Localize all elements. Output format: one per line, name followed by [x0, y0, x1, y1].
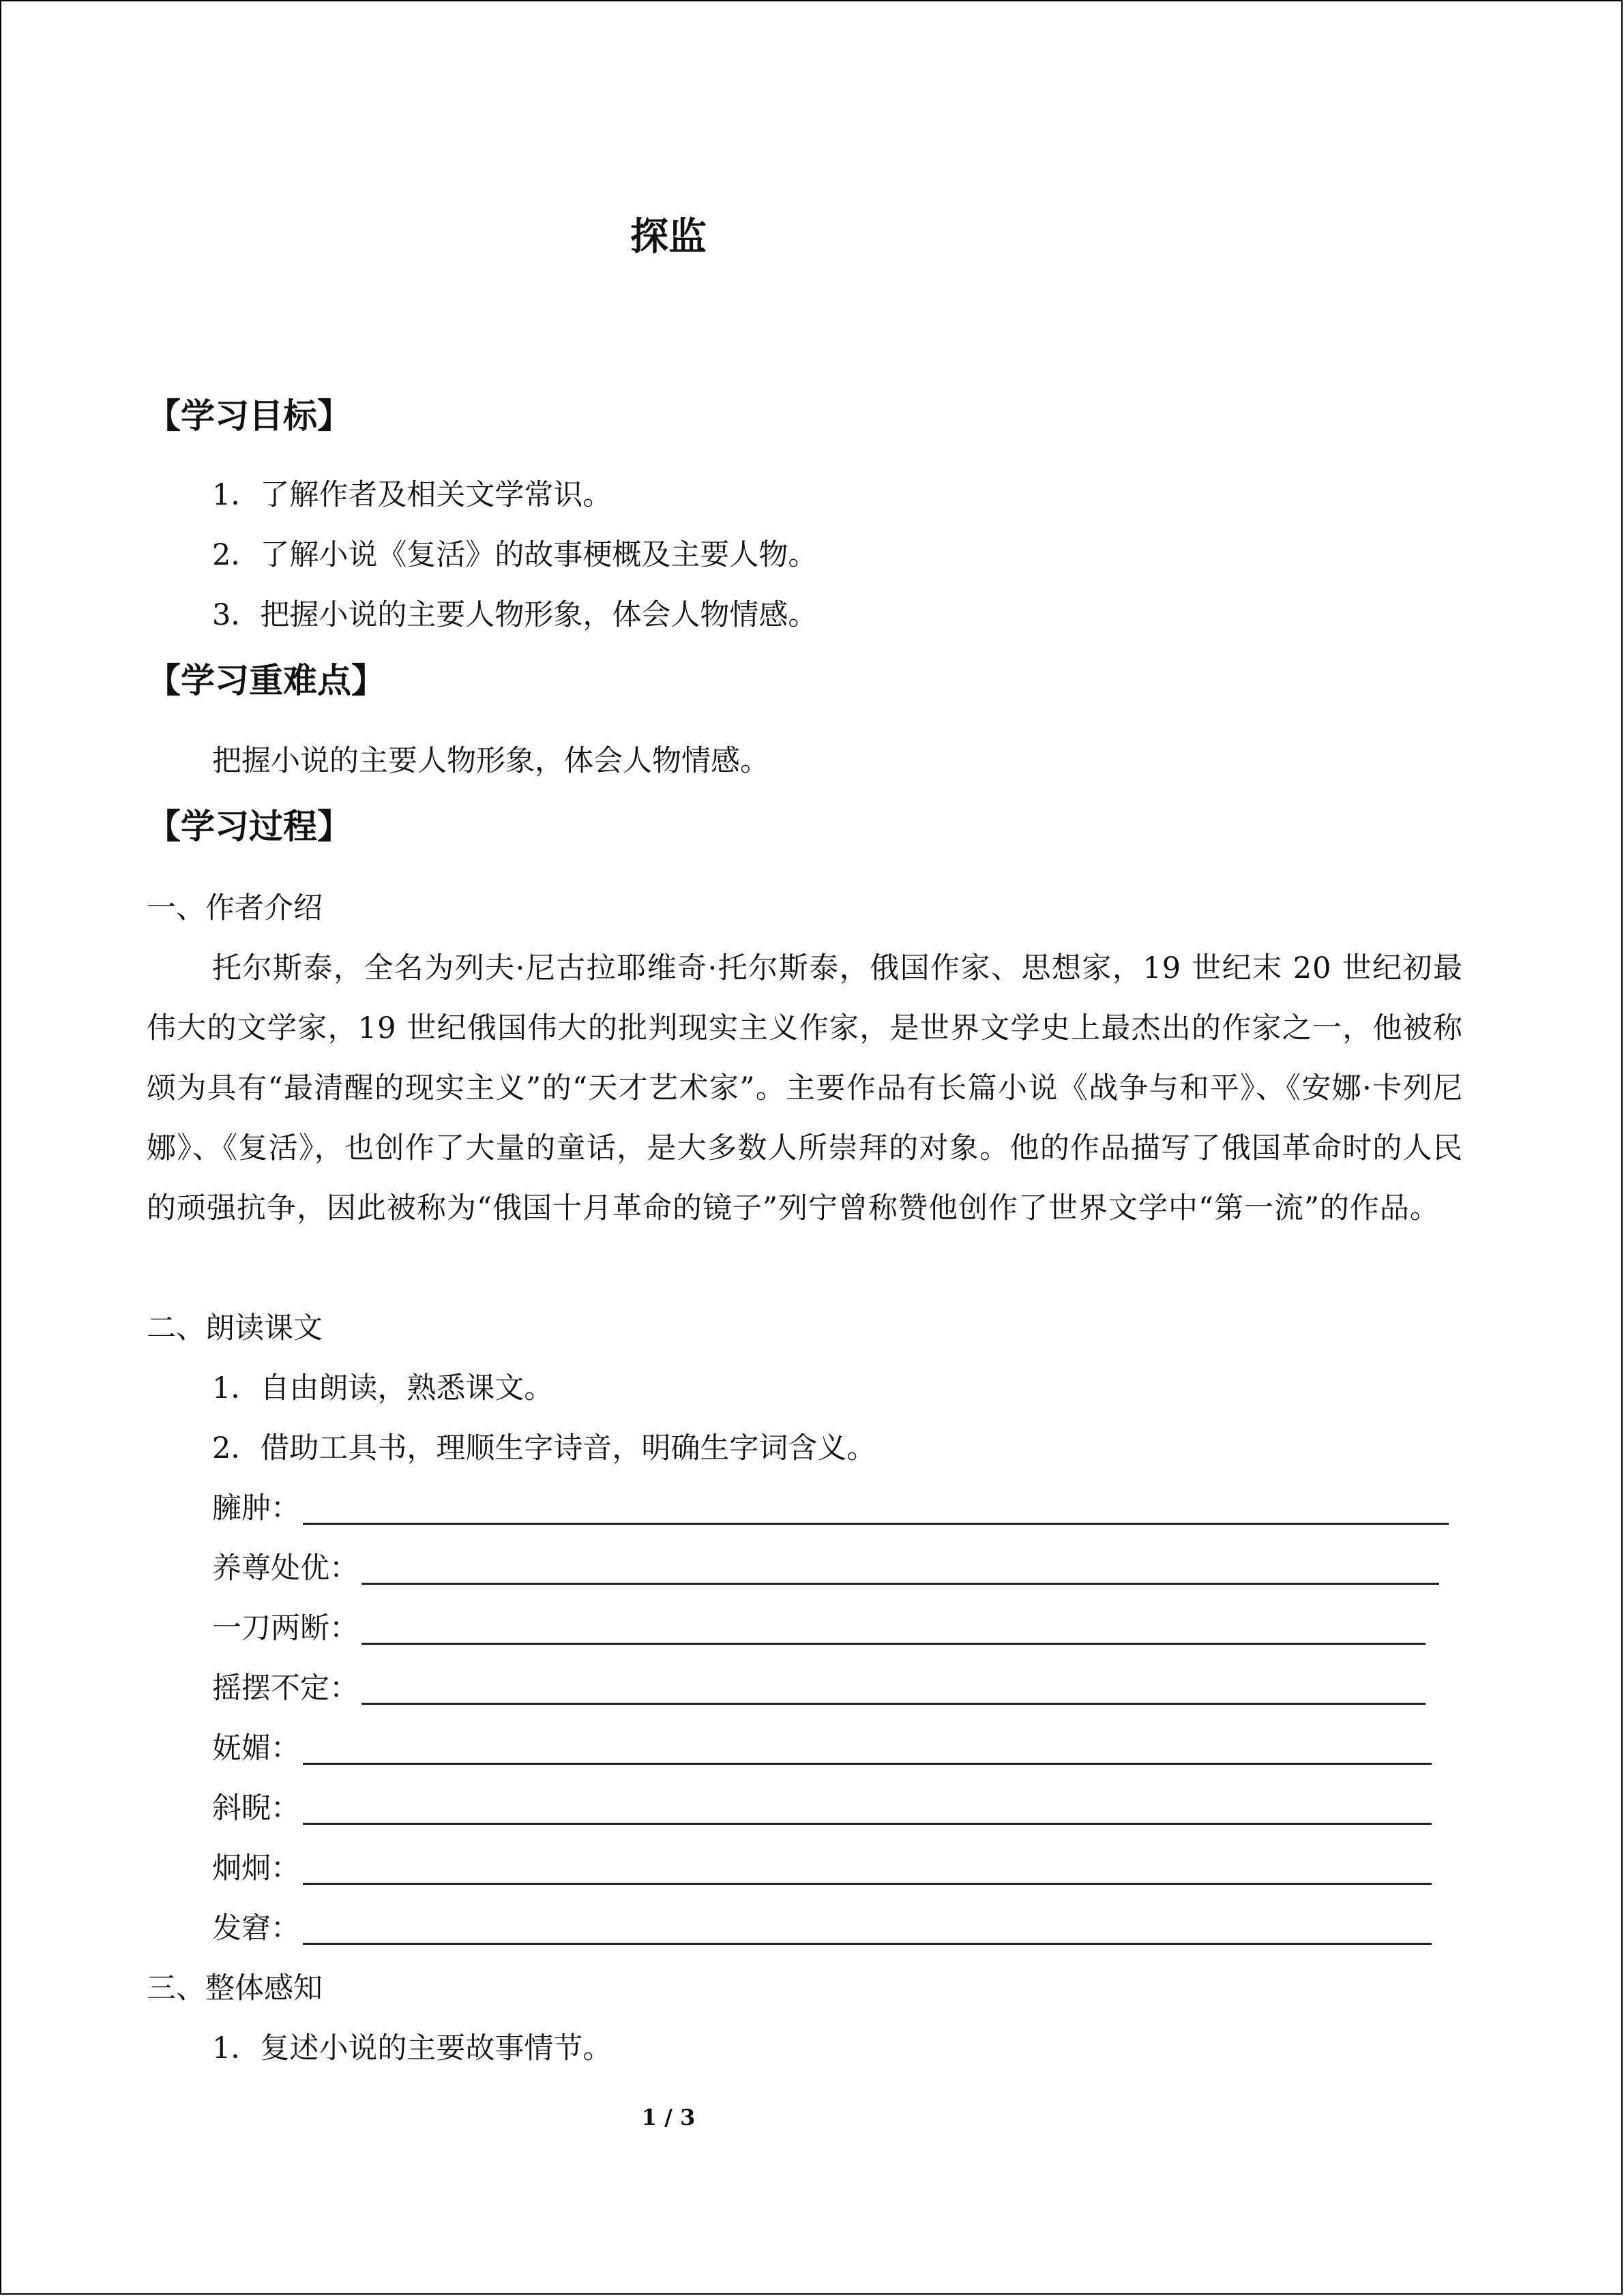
vocab-row: [212, 1668, 1426, 1709]
part1-heading: 一、作者介绍: [147, 891, 323, 925]
vocab-term: 妩媚：: [212, 1731, 300, 1765]
vocab-answer-line[interactable]: [361, 1613, 1426, 1645]
process-heading: 【学习过程】: [147, 807, 351, 846]
vocab-row: [212, 1848, 1432, 1889]
vocab-answer-line[interactable]: [303, 1793, 1432, 1825]
part2-item-2: 2．借助工具书，理顺生字诗音，明确生字词含义。: [212, 1431, 876, 1465]
part2-item-1: 1．自由朗读，熟悉课文。: [212, 1371, 554, 1405]
objective-item-3: 3．把握小说的主要人物形象，体会人物情感。: [212, 598, 818, 632]
vocab-row: [212, 1608, 1426, 1649]
vocab-row: [212, 1548, 1439, 1589]
vocab-answer-line[interactable]: [361, 1553, 1439, 1585]
part2-heading: 二、朗读课文: [147, 1311, 323, 1345]
vocab-term: 斜睨：: [212, 1791, 300, 1825]
vocab-term: 发窘：: [212, 1911, 300, 1945]
key-points-text: 把握小说的主要人物形象，体会人物情感。: [212, 744, 769, 778]
objectives-heading: 【学习目标】: [147, 396, 351, 436]
vocab-answer-line[interactable]: [303, 1913, 1432, 1945]
vocab-term: 臃肿：: [212, 1491, 300, 1525]
key-points-heading: 【学习重难点】: [147, 661, 385, 700]
objective-item-2: 2．了解小说《复活》的故事梗概及主要人物。: [212, 538, 818, 572]
author-intro-paragraph: 托尔斯泰，全名为列夫·尼古拉耶维奇·托尔斯泰，俄国作家、思想家，19 世纪末 20 世纪初最伟大的文学家，19 世纪俄国伟大的批判现实主义作家，是世界文学史上最杰出的作家之一，他被称颂为具有“最清醒的现实主义”的“天才艺术家”。主要作品有长篇小说《战争与和平》、《安娜·卡列尼娜》、《复活》，也创作了大量的童话，是大多数人所崇拜的对象。他的作品描写了俄国革命时的人民的顽强抗争，因此被称为“俄国十月革命的镜子”列宁曾称赞他创作了世界文学中“第一流”的作品。: [147, 951, 1463, 1225]
vocab-row: [212, 1908, 1432, 1949]
part3-heading: 三、整体感知: [147, 1971, 323, 2006]
objective-item-1: 1．了解作者及相关文学常识。: [212, 478, 612, 512]
vocab-term: 一刀两断：: [212, 1611, 359, 1645]
vocab-answer-line[interactable]: [303, 1853, 1432, 1885]
vocab-term: 摇摆不定：: [212, 1671, 359, 1705]
vocab-answer-line[interactable]: [303, 1733, 1432, 1765]
vocab-row: [212, 1728, 1432, 1769]
vocab-answer-line[interactable]: [361, 1673, 1426, 1705]
part3-item-1: 1．复述小说的主要故事情节。: [212, 2031, 612, 2066]
document-title: 探监: [630, 215, 707, 259]
vocab-term: 养尊处优：: [212, 1551, 359, 1585]
page-number: 1 / 3: [641, 2104, 696, 2130]
vocab-row: [212, 1788, 1432, 1829]
vocab-term: 炯炯：: [212, 1851, 300, 1885]
vocab-row: [212, 1488, 1449, 1529]
vocab-answer-line[interactable]: [303, 1493, 1449, 1525]
